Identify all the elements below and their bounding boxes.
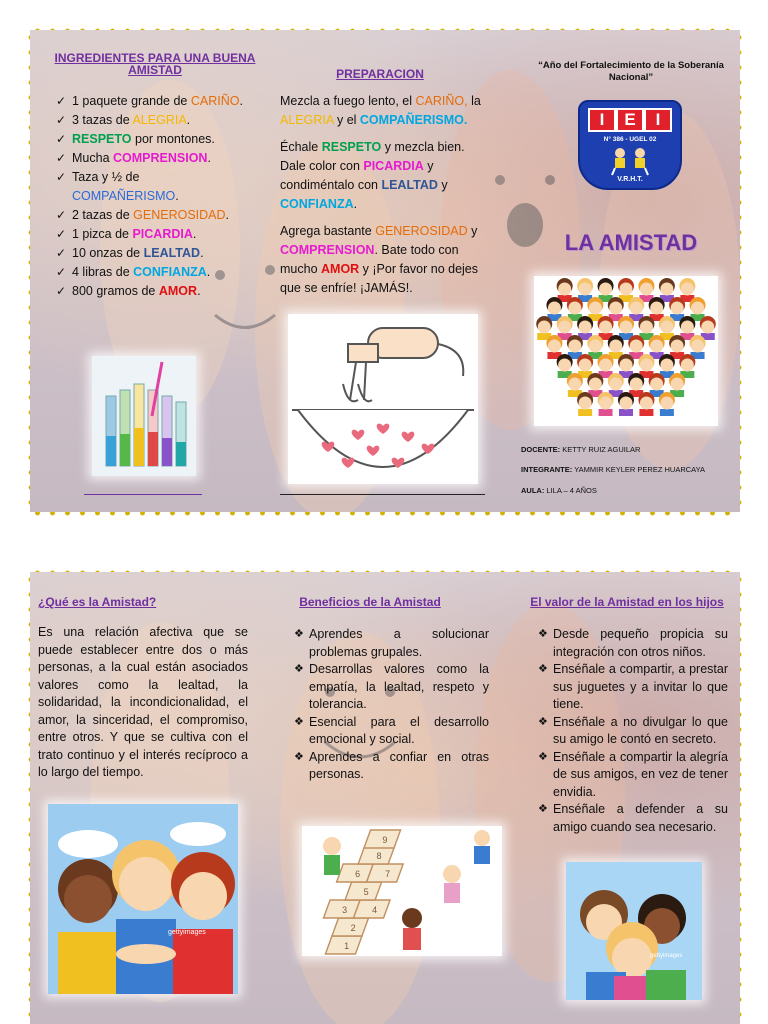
docente-label: DOCENTE: bbox=[521, 445, 561, 454]
text-run: y mezcla bien. Dale color con bbox=[280, 140, 465, 173]
watermark-2: gettyimages bbox=[650, 953, 683, 959]
highlighted-word: PICARDIA bbox=[132, 227, 193, 241]
value-item: ❖ Enséñale a defender a su amigo cuando sea necesario. bbox=[538, 801, 728, 836]
text-run: Taza y ½ de bbox=[72, 170, 140, 184]
highlighted-word: ALEGRIA bbox=[280, 113, 334, 127]
highlighted-word: AMOR bbox=[321, 262, 360, 276]
child-figure bbox=[546, 335, 562, 359]
child-figure bbox=[628, 373, 644, 397]
highlighted-word: RESPETO bbox=[72, 132, 132, 146]
ingredients-list bbox=[56, 92, 246, 301]
benefit-item: ❖ Aprendes a solucionar problemas grupales. bbox=[294, 626, 489, 661]
logo-letter-i-2: I bbox=[644, 108, 672, 132]
child-figure bbox=[577, 278, 593, 302]
value-item: ❖ Desde pequeño propicia su integración con otros niños. bbox=[538, 626, 728, 661]
highlighted-word: AMOR bbox=[158, 284, 198, 298]
child-figure bbox=[669, 335, 685, 359]
highlighted-word: LEALTAD bbox=[143, 246, 201, 260]
highlighted-word: CARIÑO, bbox=[415, 94, 468, 108]
logo-letters bbox=[588, 108, 672, 132]
highlighted-word: RESPETO bbox=[321, 140, 382, 154]
child-figure bbox=[598, 278, 614, 302]
text-run: 10 onzas de bbox=[72, 246, 144, 260]
child-figure bbox=[557, 354, 573, 378]
docente-line bbox=[521, 445, 731, 454]
text-run: . bbox=[239, 94, 243, 108]
child-figure bbox=[700, 316, 716, 340]
text-run: Échale bbox=[280, 140, 322, 154]
highlighted-word: GENEROSIDAD bbox=[375, 224, 468, 238]
hopscotch-number: 2 bbox=[350, 923, 356, 933]
integrante-name: YAMMIR KEYLER PEREZ HUARCAYA bbox=[574, 465, 706, 474]
ingredient-item bbox=[56, 282, 246, 301]
highlighted-word: CARIÑO bbox=[190, 94, 240, 108]
text-run: Agrega bastante bbox=[280, 224, 376, 238]
child-figure bbox=[679, 278, 695, 302]
value-item: ❖ Enséñale a no divulgar lo que su amigo le contó en secreto. bbox=[538, 714, 728, 749]
ingredient-item bbox=[56, 168, 246, 206]
text-run: 3 tazas de bbox=[72, 113, 133, 127]
what-is-friendship-title: ¿Qué es la Amistad? bbox=[38, 595, 157, 609]
child-figure bbox=[659, 278, 675, 302]
integrante-line bbox=[521, 465, 731, 474]
child-figure bbox=[638, 278, 654, 302]
text-run: y ¡Por favor no dejes que se enfríe! ¡JAMÁS!. bbox=[280, 262, 479, 295]
child-figure bbox=[679, 354, 695, 378]
child-figure bbox=[669, 373, 685, 397]
brochure-outer-page bbox=[30, 30, 740, 512]
child-figure bbox=[608, 297, 624, 321]
preparation-paragraph bbox=[280, 138, 485, 214]
ingredients-title: INGREDIENTES PARA UNA BUENA AMISTAD bbox=[54, 51, 256, 77]
highlighted-word: COMPAÑERISMO. bbox=[359, 113, 468, 127]
kids-smiling-image bbox=[566, 862, 702, 1000]
ingredient-item bbox=[56, 111, 246, 130]
logo-school-number: N° 386 - UGEL 02 bbox=[603, 136, 657, 143]
text-run: . bbox=[186, 113, 191, 127]
logo-letter-e: E bbox=[616, 108, 644, 132]
highlighted-word: CONFIANZA bbox=[280, 197, 354, 211]
highlighted-word: COMPRENSION bbox=[280, 243, 375, 257]
hopscotch-number: 8 bbox=[376, 851, 382, 861]
hopscotch-image bbox=[302, 826, 502, 956]
hopscotch-number: 5 bbox=[363, 887, 369, 897]
child-figure bbox=[649, 335, 665, 359]
highlighted-word: COMPAÑERISMO bbox=[72, 189, 176, 203]
child-figure bbox=[638, 354, 654, 378]
ingredient-item bbox=[56, 225, 246, 244]
what-is-friendship-text: Es una relación afectiva que se puede establecer entre dos o más personas, a la cual están asociados valores como la lealtad, la solidaridad, la incondicionalidad, el amor, la sinceridad, el compromiso, entre otros. Y que se cultiva con el trato continuo y el interés recíproco a lo largo del tiempo. bbox=[38, 625, 248, 779]
text-run: por montones. bbox=[131, 132, 215, 146]
highlighted-word: GENEROSIDAD bbox=[133, 208, 226, 222]
text-run: . bbox=[192, 227, 197, 241]
child-figure bbox=[598, 392, 614, 416]
child-figure bbox=[557, 278, 573, 302]
column1-underline bbox=[84, 494, 202, 495]
child-figure bbox=[618, 316, 634, 340]
text-run: 4 libras de bbox=[72, 265, 134, 279]
highlighted-word: CONFIANZA bbox=[133, 265, 207, 279]
child-figure bbox=[577, 316, 593, 340]
hopscotch-number: 3 bbox=[342, 905, 348, 915]
child-figure bbox=[546, 297, 562, 321]
text-run: . Bate todo con mucho bbox=[280, 243, 459, 276]
hopscotch-number: 4 bbox=[372, 905, 378, 915]
children-group-image bbox=[534, 276, 718, 426]
test-tubes-image bbox=[92, 356, 196, 476]
aula-line bbox=[521, 486, 731, 495]
hopscotch-number: 7 bbox=[385, 869, 391, 879]
ingredient-item bbox=[56, 263, 246, 282]
benefit-item: ❖ Aprendes a confiar en otras personas. bbox=[294, 749, 489, 784]
value-item: ❖ Enséñale a compartir, a prestar sus juguetes y a invitar lo que tiene. bbox=[538, 661, 728, 714]
text-run: Mucha bbox=[72, 151, 113, 165]
child-figure bbox=[679, 316, 695, 340]
benefits-title: Beneficios de la Amistad bbox=[299, 595, 441, 609]
kids-hands-image bbox=[48, 804, 238, 994]
child-figure bbox=[638, 316, 654, 340]
child-figure bbox=[598, 316, 614, 340]
child-figure bbox=[587, 373, 603, 397]
child-figure bbox=[659, 316, 675, 340]
child-figure bbox=[649, 373, 665, 397]
ingredient-item bbox=[56, 206, 246, 225]
main-title: LA AMISTAD bbox=[564, 230, 698, 255]
text-run: . bbox=[353, 197, 358, 211]
school-logo bbox=[578, 100, 682, 190]
text-run: . bbox=[207, 151, 211, 165]
text-run: . bbox=[175, 189, 179, 203]
text-run: la bbox=[467, 94, 481, 108]
value-item: ❖ Enséñale a compartir la alegría de sus amigos, en vez de tener envidia. bbox=[538, 749, 728, 802]
hopscotch-number: 1 bbox=[344, 941, 350, 951]
benefit-item: ❖ Esencial para el desarrollo emocional y social. bbox=[294, 714, 489, 749]
child-figure bbox=[628, 335, 644, 359]
child-figure bbox=[638, 392, 654, 416]
aula-value: LILA – 4 AÑOS bbox=[546, 486, 597, 495]
preparation-paragraph bbox=[280, 92, 485, 130]
child-figure bbox=[567, 335, 583, 359]
child-figure bbox=[557, 316, 573, 340]
child-figure bbox=[649, 297, 665, 321]
child-figure bbox=[690, 335, 706, 359]
preparation-title: PREPARACION bbox=[336, 67, 424, 81]
child-figure bbox=[669, 297, 685, 321]
highlighted-word: COMPRENSION bbox=[113, 151, 208, 165]
child-figure bbox=[608, 335, 624, 359]
highlighted-word: PICARDIA bbox=[363, 159, 424, 173]
ingredient-item bbox=[56, 149, 246, 168]
text-run: y el bbox=[333, 113, 360, 127]
text-run: . bbox=[225, 208, 230, 222]
highlighted-word: LEALTAD bbox=[381, 178, 438, 192]
brochure-inner-page bbox=[30, 572, 740, 1024]
watermark-1: gettyimages bbox=[168, 929, 206, 936]
text-run: y bbox=[437, 178, 448, 192]
text-run: Mezcla a fuego lento, el bbox=[280, 94, 416, 108]
text-run: . bbox=[200, 246, 204, 260]
child-figure bbox=[598, 354, 614, 378]
child-figure bbox=[690, 297, 706, 321]
child-figure bbox=[628, 297, 644, 321]
child-figure bbox=[587, 335, 603, 359]
text-run: 800 gramos de bbox=[72, 284, 159, 298]
aula-label: AULA: bbox=[521, 486, 545, 495]
child-figure bbox=[659, 392, 675, 416]
docente-name: KETTY RUIZ AGUILAR bbox=[562, 445, 641, 454]
preparation-paragraph bbox=[280, 222, 485, 298]
value-list bbox=[538, 626, 728, 836]
child-figure bbox=[536, 316, 552, 340]
mixer-bowl-image bbox=[288, 314, 478, 484]
ingredient-item bbox=[56, 92, 246, 111]
column2-underline bbox=[280, 494, 485, 495]
child-figure bbox=[618, 392, 634, 416]
text-run: 1 paquete grande de bbox=[72, 94, 191, 108]
logo-initials: V.R.H.T. bbox=[617, 176, 643, 183]
integrante-label: INTEGRANTE: bbox=[521, 465, 573, 474]
hopscotch-number: 6 bbox=[355, 869, 361, 879]
child-figure bbox=[618, 354, 634, 378]
child-figure bbox=[659, 354, 675, 378]
child-figure bbox=[567, 297, 583, 321]
child-figure bbox=[618, 278, 634, 302]
year-motto: “Año del Fortalecimiento de la Soberanía Nacional” bbox=[538, 60, 724, 83]
child-figure bbox=[567, 373, 583, 397]
text-run: . bbox=[206, 265, 211, 279]
benefits-list bbox=[294, 626, 489, 784]
text-run: . bbox=[197, 284, 201, 298]
child-figure bbox=[577, 354, 593, 378]
text-run: y bbox=[467, 224, 478, 238]
ingredient-item bbox=[56, 244, 246, 263]
preparation-text bbox=[280, 92, 485, 306]
text-run: y condiméntalo con bbox=[280, 159, 434, 192]
child-figure bbox=[587, 297, 603, 321]
hopscotch-number: 9 bbox=[382, 835, 388, 845]
benefit-item: ❖ Desarrollas valores como la empatía, la lealtad, respeto y tolerancia. bbox=[294, 661, 489, 714]
text-run: 2 tazas de bbox=[72, 208, 134, 222]
logo-letter-i: I bbox=[588, 108, 616, 132]
highlighted-word: ALEGRIA bbox=[132, 113, 187, 127]
child-figure bbox=[608, 373, 624, 397]
ingredient-item bbox=[56, 130, 246, 149]
logo-children-icon bbox=[600, 146, 660, 176]
text-run: 1 pizca de bbox=[72, 227, 133, 241]
value-title: El valor de la Amistad en los hijos bbox=[530, 595, 724, 609]
child-figure bbox=[577, 392, 593, 416]
